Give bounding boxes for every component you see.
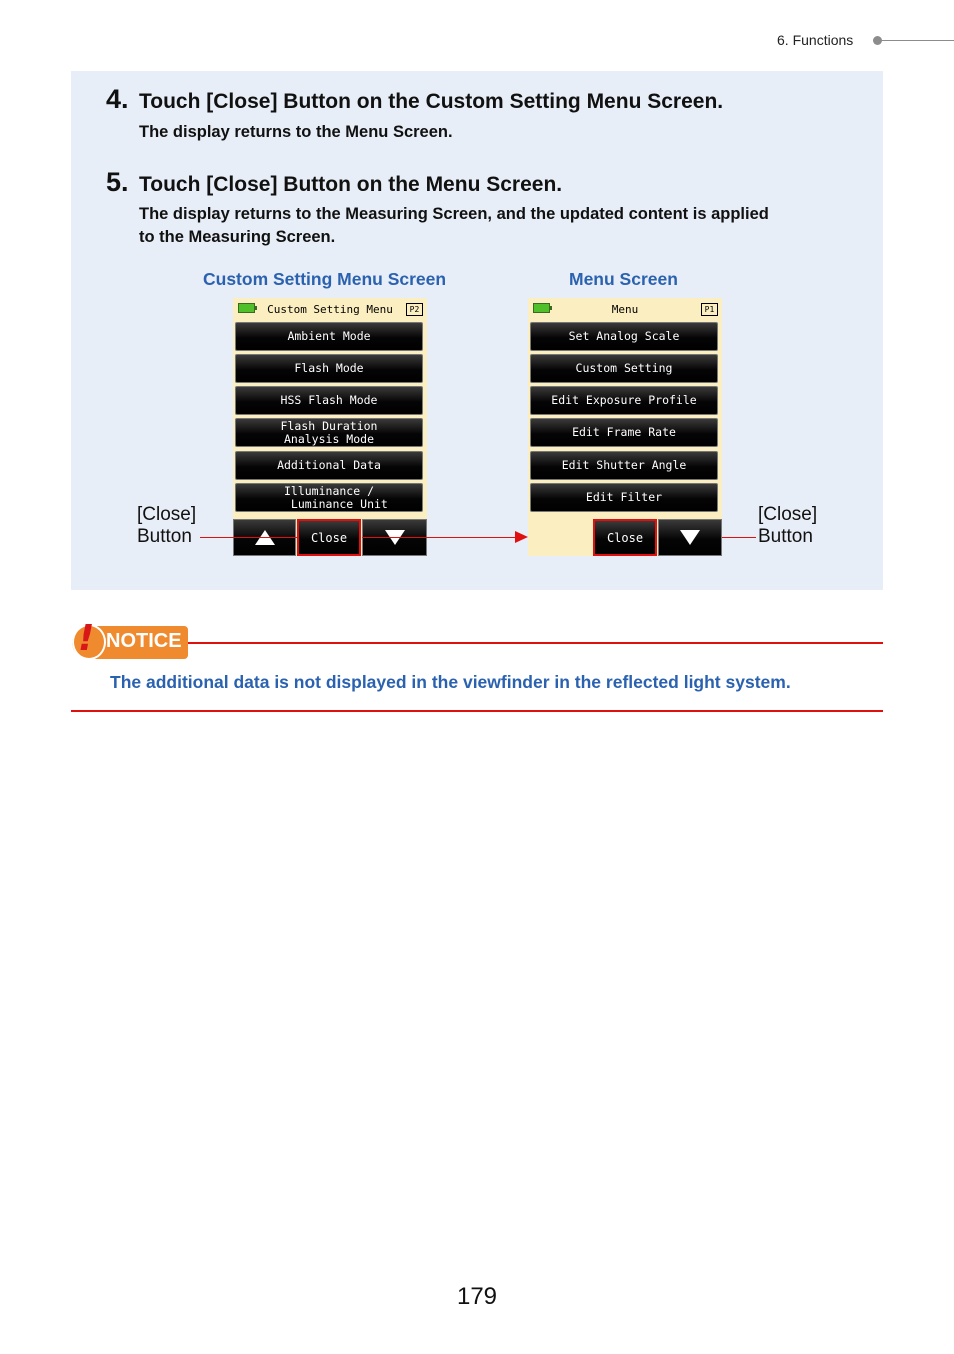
page-badge: P2: [406, 303, 423, 316]
menu-screen: [528, 298, 722, 556]
menu-item-set-analog-scale[interactable]: Set Analog Scale: [530, 322, 718, 351]
close-button[interactable]: Close: [297, 519, 361, 556]
menu-item-ambient-mode[interactable]: Ambient Mode: [235, 322, 423, 351]
screen-title: Menu: [611, 303, 639, 316]
screen-title: Custom Setting Menu: [267, 303, 393, 316]
menu-item-flash-duration[interactable]: Flash Duration Analysis Mode: [235, 418, 423, 447]
notice-bottom-rule: [71, 710, 883, 712]
page-number: 179: [456, 1283, 498, 1310]
notice-text: The additional data is not displayed in the viewfinder in the reflected light system.: [110, 672, 791, 692]
callout-line1: [Close]: [758, 504, 818, 525]
left-callout-label: [137, 504, 196, 548]
menu-item-hss-flash-mode[interactable]: HSS Flash Mode: [235, 386, 423, 415]
menu-item-edit-filter[interactable]: Edit Filter: [530, 483, 718, 512]
step-5-title: Touch [Close] Button on the Menu Screen.: [139, 173, 563, 196]
menu-item-edit-exposure-profile[interactable]: Edit Exposure Profile: [530, 386, 718, 415]
custom-setting-menu-screen: [233, 298, 427, 556]
menu-item-additional-data[interactable]: Additional Data: [235, 451, 423, 480]
header-rule: [880, 40, 954, 41]
step-4-number: 4.: [106, 84, 129, 114]
section-label: 6. Functions: [777, 32, 854, 48]
right-screen-caption: Menu Screen: [569, 269, 678, 289]
step-5-desc-line2: to the Measuring Screen.: [139, 228, 336, 246]
notice-label: NOTICE: [106, 630, 182, 652]
scroll-down-button[interactable]: [658, 519, 722, 556]
step-4-title: Touch [Close] Button on the Custom Setting Menu Screen.: [139, 90, 724, 113]
menu-item-edit-shutter-angle[interactable]: Edit Shutter Angle: [530, 451, 718, 480]
callout-line2: Button: [137, 526, 192, 547]
step-5-number: 5.: [106, 167, 129, 197]
menu-item-illuminance-unit[interactable]: Illuminance / Luminance Unit: [235, 483, 423, 512]
transition-arrow-line: [362, 537, 517, 538]
menu-item-flash-mode[interactable]: Flash Mode: [235, 354, 423, 383]
callout-line2: Button: [758, 526, 813, 547]
callout-line1: [Close]: [137, 504, 197, 525]
left-screen-caption: Custom Setting Menu Screen: [203, 269, 447, 289]
step-5-desc-line1: The display returns to the Measuring Screen, and the updated content is applied: [139, 205, 769, 223]
right-callout-leader: [722, 537, 756, 538]
page-badge: P1: [701, 303, 718, 316]
close-button[interactable]: Close: [593, 519, 657, 556]
down-arrow-icon: [680, 530, 700, 545]
notice-rule: [188, 642, 883, 644]
right-callout-label: [758, 504, 817, 548]
menu-item-edit-frame-rate[interactable]: Edit Frame Rate: [530, 418, 718, 447]
exclamation-icon: !: [78, 618, 95, 659]
step-4-desc: The display returns to the Menu Screen.: [139, 123, 453, 141]
menu-item-custom-setting[interactable]: Custom Setting: [530, 354, 718, 383]
arrow-right-icon: [515, 531, 528, 543]
left-callout-leader: [200, 537, 298, 538]
